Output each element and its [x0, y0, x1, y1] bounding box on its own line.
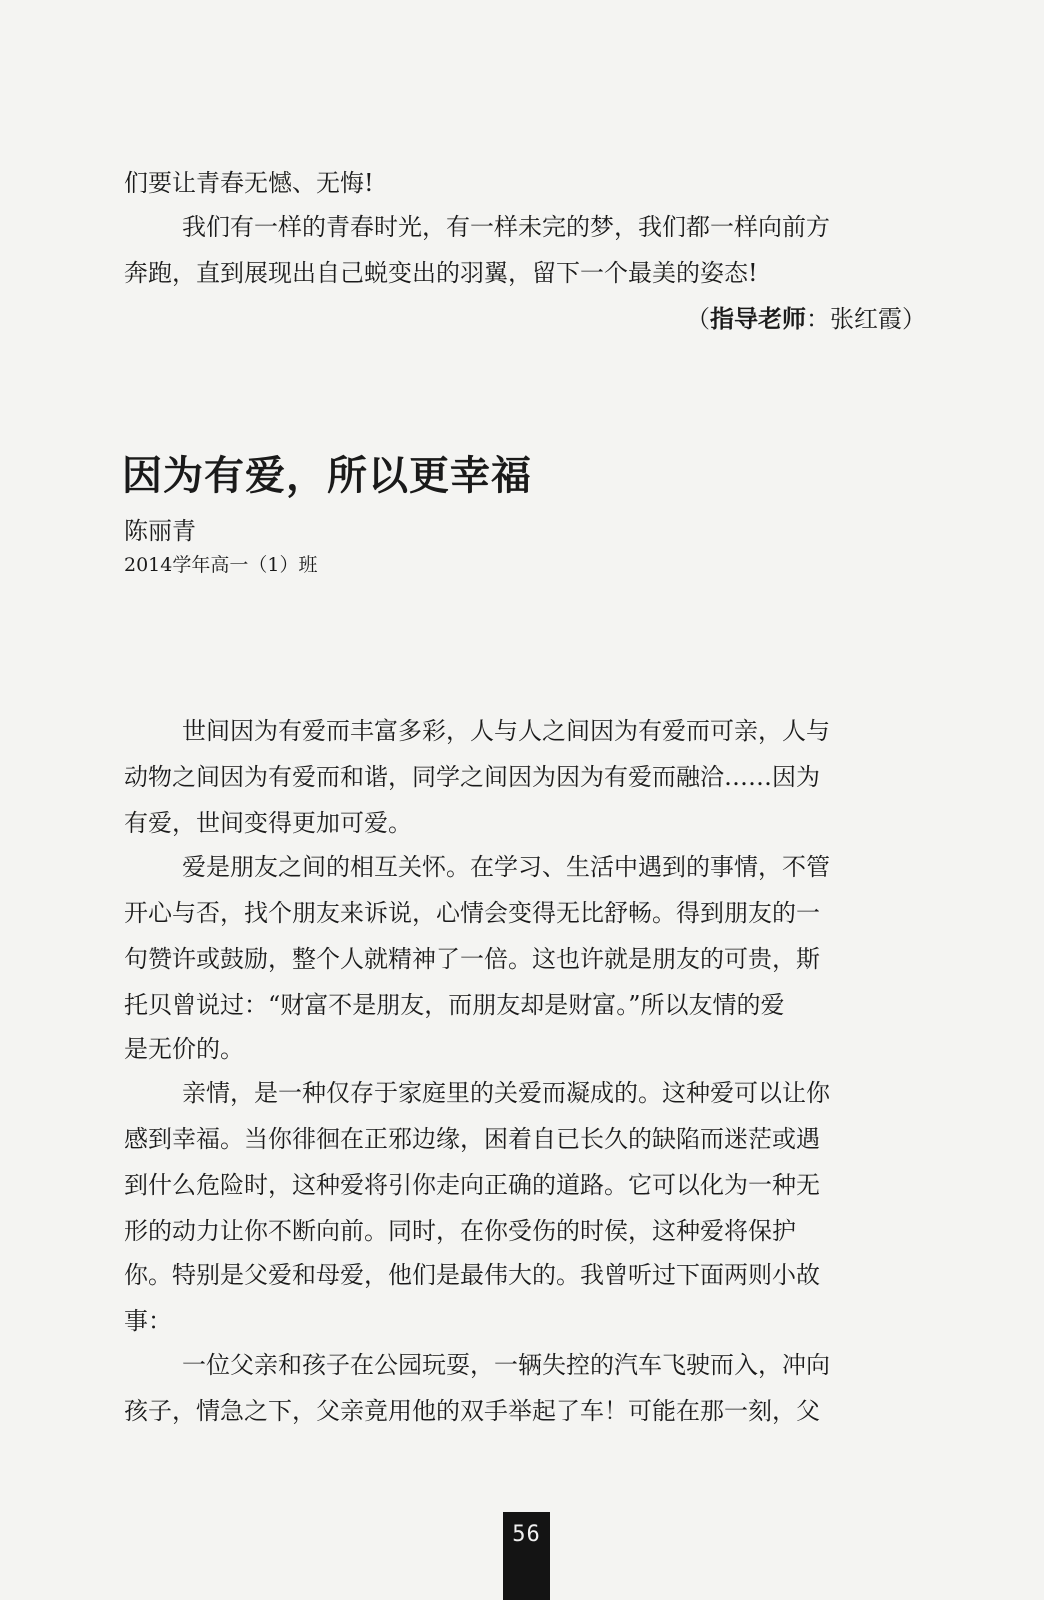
article-author: 陈丽青	[124, 517, 196, 545]
body-line: 形的动力让你不断向前。同时，在你受伤的时侯，这种爱将保护	[124, 1217, 796, 1245]
body-line: 世间因为有爱而丰富多彩，人与人之间因为有爱而可亲，人与	[182, 717, 830, 745]
body-line: 爱是朋友之间的相互关怀。在学习、生活中遇到的事情，不管	[182, 853, 830, 881]
advisor-name: ：张红霞）	[806, 305, 926, 333]
article-class-info: 2014学年高一（1）班	[124, 554, 318, 576]
body-line: 开心与否，找个朋友来诉说，心情会变得无比舒畅。得到朋友的一	[124, 899, 820, 927]
body-line: 到什么危险时，这种爱将引你走向正确的道路。它可以化为一种无	[124, 1171, 820, 1199]
advisor-label: 指导老师	[710, 305, 806, 333]
page-number-tab	[503, 1512, 550, 1600]
body-line: 有爱，世间变得更加可爱。	[124, 809, 412, 837]
body-line: 孩子，情急之下，父亲竟用他的双手举起了车！可能在那一刻，父	[124, 1397, 820, 1425]
body-line: 动物之间因为有爱而和谐，同学之间因为因为有爱而融洽……因为	[124, 763, 820, 791]
advisor-credit	[686, 303, 926, 335]
body-line: 感到幸福。当你徘徊在正邪边缘，困着自已长久的缺陷而迷茫或遇	[124, 1125, 820, 1153]
body-line: 你。特别是父爱和母爱，他们是最伟大的。我曾听过下面两则小故	[124, 1261, 820, 1289]
advisor-open-paren: （	[686, 305, 710, 333]
body-line: 托贝曾说过：“财富不是朋友，而朋友却是财富。”所以友情的爱	[124, 991, 785, 1019]
article-title: 因为有爱，所以更幸福	[122, 453, 532, 499]
prev-article-line: 奔跑，直到展现出自己蜕变出的羽翼，留下一个最美的姿态!	[124, 259, 758, 287]
body-line: 事：	[124, 1307, 172, 1335]
prev-article-line: 们要让青春无憾、无悔!	[124, 169, 374, 197]
body-line: 是无价的。	[124, 1035, 244, 1063]
body-line: 句赞许或鼓励，整个人就精神了一倍。这也许就是朋友的可贵，斯	[124, 945, 820, 973]
body-line: 一位父亲和孩子在公园玩耍，一辆失控的汽车飞驶而入，冲向	[182, 1351, 830, 1379]
prev-article-line: 我们有一样的青春时光，有一样未完的梦，我们都一样向前方	[182, 213, 830, 241]
body-line: 亲情，是一种仅存于家庭里的关爱而凝成的。这种爱可以让你	[182, 1079, 830, 1107]
page-number: 56	[512, 1522, 541, 1547]
